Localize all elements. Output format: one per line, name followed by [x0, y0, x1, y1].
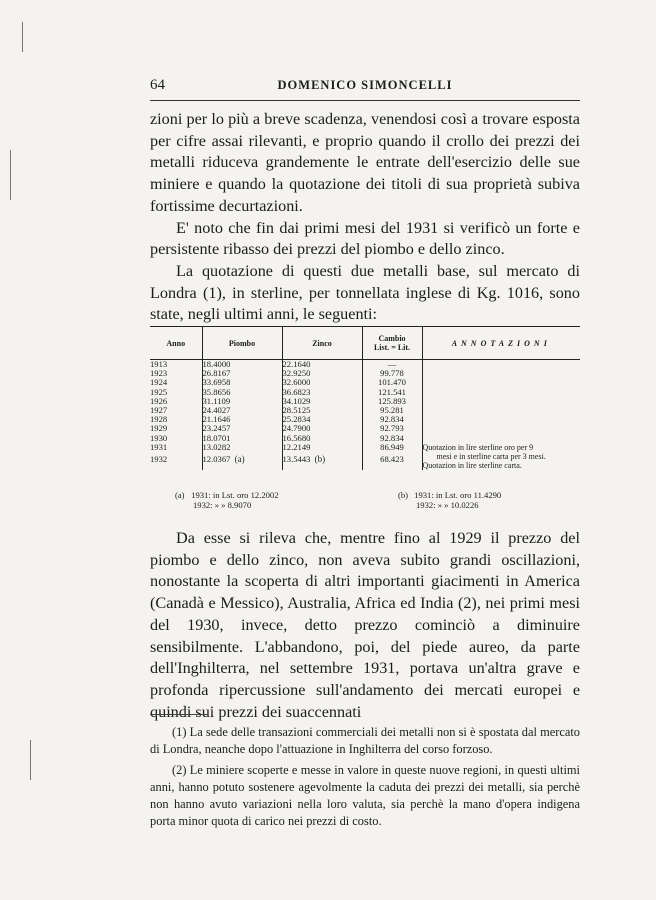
- table-cell: 92.834: [380, 432, 404, 443]
- table-cell-value: 13.5443: [282, 453, 311, 464]
- table-cell: 12.2149: [282, 441, 311, 452]
- table-cell: 24.7900: [282, 423, 311, 434]
- footnote-text: 1931: in Lst. oro 11.4290: [414, 490, 502, 500]
- table-cell: —: [387, 359, 397, 369]
- page-number: 64: [150, 77, 165, 93]
- note-line: Quotazion in lire sterline oro per 9: [422, 442, 534, 452]
- table-cell: 86.949: [380, 441, 404, 452]
- table-cell: 1925: [150, 386, 168, 397]
- table-cell: 121.541: [378, 386, 406, 397]
- scan-margin-mark: [22, 22, 23, 52]
- footnote-text: 1932: » » 10.0226: [416, 500, 479, 510]
- table-cell: 31.1109: [202, 395, 231, 406]
- table-cell: 95.281: [380, 404, 404, 415]
- price-table: [150, 326, 580, 470]
- table-cell: 1932: [150, 453, 168, 464]
- page-header: [150, 77, 580, 97]
- table-cell: 99.778: [380, 368, 404, 379]
- table-cell: 35.8656: [202, 386, 231, 397]
- footnote-line: [175, 500, 375, 510]
- footnote: (2) Le miniere scoperte e messe in valore in queste nuove regioni, in questi ultimi anni, hanno potuto sostenere agevolmente la caduta dei prezzi dei metalli, sia perchè non hanno avuto variazioni nella loro valuta, sia perchè la mano d'opera indigena porta minor quota di carico nei prezzi di costo.: [150, 763, 580, 828]
- table-cell: 1928: [150, 414, 168, 425]
- running-head: DOMENICO SIMONCELLI: [277, 78, 453, 92]
- table-body-row: [150, 360, 580, 471]
- table-cell: 68.423: [380, 453, 404, 464]
- table-header-row: [150, 327, 580, 360]
- table-cell: 23.2457: [202, 423, 231, 434]
- paragraph: Da esse si rileva che, mentre fino al 1929 il prezzo del piombo e dello zinco, non aveva subito grandi oscillazioni, nonostante la scoperta di altri importanti giacimenti in America (Canadà e Messico), Australia, Africa ed India (2), nei primi mesi del 1930, invece, detto prezzo cominciò a diminuire sensibilmente. L'abbandono, poi, del piede aureo, da parte dell'Inghilterra, nel settembre 1931, portava un'altra grave e profonda ripercussione sull'andamento dei mercati europei e quindi sui prezzi dei suaccennati: [150, 529, 580, 721]
- table-cell: 32.6000: [282, 377, 311, 388]
- header-year: Anno: [150, 327, 202, 360]
- table-cell: [203, 455, 282, 464]
- footnote-text: 1932: » » 8.9070: [193, 500, 252, 510]
- paragraph: La quotazione di questi due metalli base, sul mercato di Londra (1), in sterline, per tonnellata inglese di Kg. 1016, sono state, negli ultimi anni, le seguenti:: [150, 261, 580, 324]
- table-cell: 1923: [150, 368, 168, 379]
- footnote-line: [398, 500, 578, 510]
- table-cell: 16.5680: [282, 432, 311, 443]
- paragraph: zioni per lo più a breve scadenza, venendosi così a trovare esposta per cifre assai rilevanti, e proprio quando il crollo dei prezzi dei metalli riduceva grandemente le entrate dell'esercizio delle sue miniere e quando la quotazione dei titoli di sua proprietà subiva fortissime decurtazioni.: [150, 110, 580, 215]
- zinc-column: [282, 360, 362, 471]
- table-cell: 32.9250: [282, 368, 311, 379]
- table-cell: 36.6823: [282, 386, 311, 397]
- header-rate-top: Cambio: [378, 334, 406, 343]
- table-cell: 1913: [150, 359, 168, 369]
- footnote-separator: [150, 714, 208, 715]
- table-cell: 92.793: [380, 423, 404, 434]
- brace-note-b: (b): [314, 453, 326, 464]
- brace-note-a: (a): [234, 453, 245, 464]
- table-cell: 18.4000: [202, 359, 231, 369]
- scan-margin-mark: [10, 150, 11, 200]
- scan-margin-mark: [30, 740, 31, 780]
- table-cell: 1924: [150, 377, 168, 388]
- table-cell: 24.4027: [202, 404, 231, 415]
- header-rule: [150, 100, 580, 101]
- body-text-bottom: [150, 528, 580, 723]
- table-cell: 1930: [150, 432, 168, 443]
- table-cell: 101.470: [378, 377, 406, 388]
- table-cell: [283, 455, 362, 464]
- rate-column: [362, 360, 422, 471]
- table-cell: 34.1029: [282, 395, 311, 406]
- year-column: [150, 360, 202, 471]
- table-footnote-a: [175, 490, 375, 510]
- table-cell: 13.0282: [202, 441, 231, 452]
- notes-column: [422, 360, 580, 471]
- table-cell-value: 12.0367: [202, 453, 231, 464]
- footnote-tag: (a): [175, 490, 185, 500]
- table-footnote-b: [398, 490, 578, 510]
- footnote-text: 1931: in Lst. oro 12.2002: [191, 490, 279, 500]
- table-cell: 28.5125: [282, 404, 311, 415]
- footnote-line: [175, 490, 375, 500]
- table-cell: 25.2834: [282, 414, 311, 425]
- header-zinc: Zinco: [282, 327, 362, 360]
- table-cell: 92.834: [380, 414, 404, 425]
- body-text-top: [150, 109, 580, 326]
- footnote-tag: (b): [398, 490, 409, 500]
- header-rate-bottom: List. = Lit.: [373, 343, 411, 352]
- table-cell: 1931: [150, 441, 168, 452]
- header-lead: Piombo: [202, 327, 282, 360]
- note-line: Quotazion in lire sterline carta.: [422, 461, 522, 471]
- table-cell: 1926: [150, 395, 168, 406]
- footnote: (1) La sede delle transazioni commerciali dei metalli non si è spostata dal mercato di Londra, neanche dopo l'attuazione in Inghilterra del corso forzoso.: [150, 725, 580, 756]
- table-cell: 26.8167: [202, 368, 231, 379]
- table-cell: 1929: [150, 423, 168, 434]
- table-cell: 18.0701: [202, 432, 231, 443]
- footnotes: [150, 724, 580, 830]
- table-cell: 125.893: [378, 395, 406, 406]
- table-cell: 22.1640: [282, 359, 311, 369]
- table-cell: 1927: [150, 404, 168, 415]
- paragraph: E' noto che fin dai primi mesi del 1931 si verificò un forte e persistente ribasso dei prezzi del piombo e dello zinco.: [150, 218, 580, 259]
- note-line: mesi e in sterline carta per 3 mesi.: [436, 451, 546, 461]
- lead-column: [202, 360, 282, 471]
- header-rate: [362, 327, 422, 360]
- table-cell: 21.1646: [202, 414, 231, 425]
- table-cell: 33.6958: [202, 377, 231, 388]
- header-notes: ANNOTAZIONI: [422, 327, 580, 360]
- footnote-line: [398, 490, 578, 500]
